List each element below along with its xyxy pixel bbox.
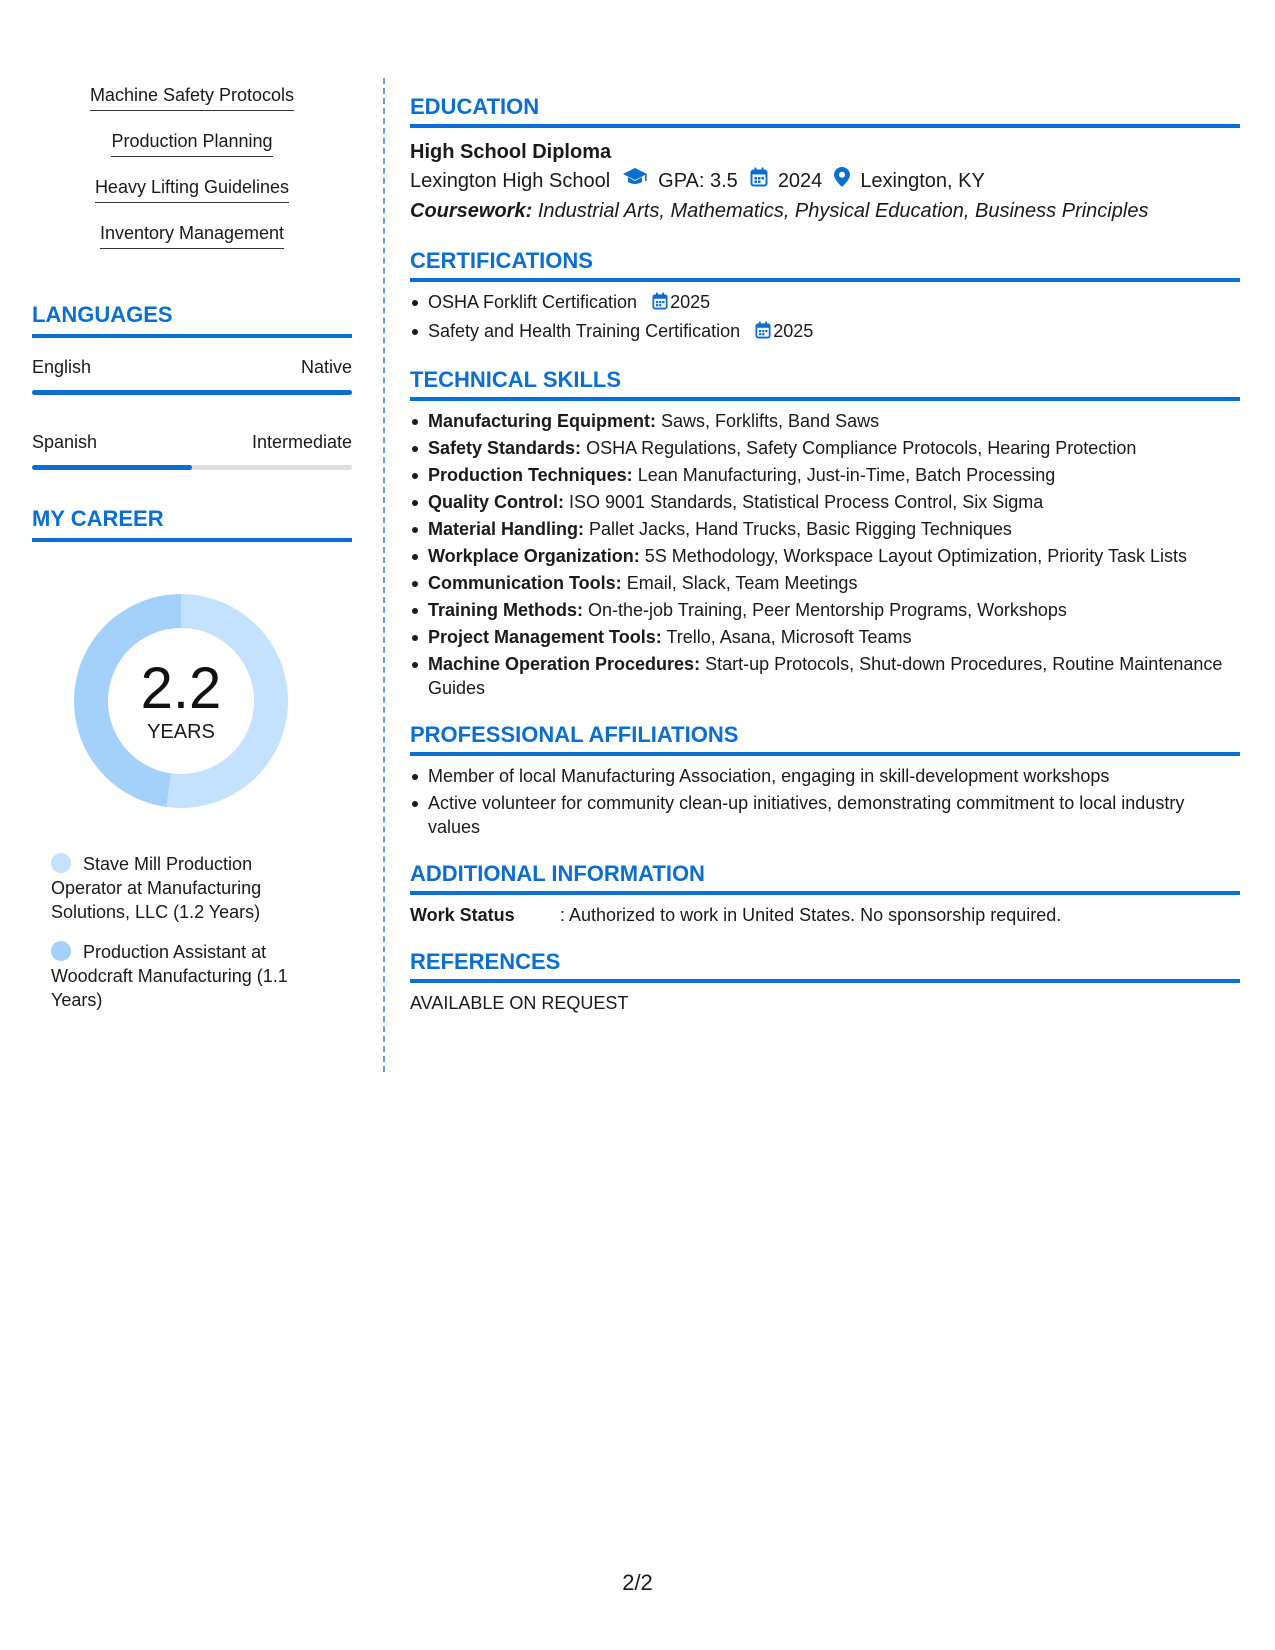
language-list [32,356,352,470]
left-column [32,84,352,1028]
work-status-value: : Authorized to work in United States. No sponsorship required. [560,905,1062,925]
skill-label: Quality Control: [428,492,564,512]
language-item [32,431,352,470]
skill-value: ISO 9001 Standards, Statistical Process Control, Six Sigma [569,492,1044,512]
skill-label: Material Handling: [428,519,585,539]
skill-tag: Inventory Management [100,222,284,249]
certification-item [410,290,1240,316]
column-divider [383,78,385,1072]
skill-tag: Production Planning [111,130,272,157]
legend-dot-icon [51,853,71,873]
technical-skills-section [410,367,1240,700]
skill-label: Workplace Organization: [428,546,640,566]
skill-value: Start-up Protocols, Shut-down Procedures, Routine Maintenance Guides [428,654,1223,698]
skill-value: Lean Manufacturing, Just-in-Time, Batch Processing [637,465,1056,485]
affiliations-heading: PROFESSIONAL AFFILIATIONS [410,722,1240,756]
technical-skill-item [410,409,1240,433]
career-total-value: 2.2 [140,655,222,721]
coursework-label: Coursework: [410,200,533,222]
certification-year: 2025 [670,292,711,312]
education-gpa: GPA: 3.5 [658,170,738,192]
language-level: Native [300,357,352,377]
certification-name: OSHA Forklift Certification [428,292,638,312]
legend-dot-icon [51,941,71,961]
career-legend-item [51,940,302,1012]
graduation-cap-icon [622,166,648,196]
languages-heading: LANGUAGES [32,302,352,338]
certification-name: Safety and Health Training Certification [428,321,741,341]
technical-skill-item [410,598,1240,622]
coursework-value: Industrial Arts, Mathematics, Physical Education, Business Principles [537,200,1149,222]
technical-skill-item [410,571,1240,595]
language-bar [32,390,352,395]
additional-info-section [410,861,1240,927]
technical-skill-item [410,436,1240,460]
calendar-icon [755,321,771,345]
education-section [410,94,1240,226]
skill-label: Production Techniques: [428,465,633,485]
education-degree: High School Diploma [410,141,612,163]
technical-skill-item [410,517,1240,541]
affiliation-item: Active volunteer for community clean-up initiatives, demonstrating commitment to local industry values [410,791,1240,839]
skill-label: Project Management Tools: [428,627,662,647]
career-legend [32,852,302,1012]
technical-skills-list [410,409,1240,700]
language-bar-fill [32,465,192,470]
page-number: 2/2 [622,1570,653,1595]
language-bar-fill [32,390,352,395]
career-heading: MY CAREER [32,506,352,542]
skill-value: Pallet Jacks, Hand Trucks, Basic Rigging Techniques [589,519,1012,539]
skill-label: Safety Standards: [428,438,582,458]
right-column [410,94,1240,1036]
skill-tag: Heavy Lifting Guidelines [95,176,289,203]
technical-skill-item [410,652,1240,700]
skill-value: OSHA Regulations, Safety Compliance Protocols, Hearing Protection [586,438,1137,458]
skill-label: Manufacturing Equipment: [428,411,656,431]
career-job-label: Stave Mill Production Operator at Manufacturing Solutions, LLC (1.2 Years) [51,854,262,922]
certification-year: 2025 [773,321,814,341]
education-coursework [410,196,1240,226]
skill-value: Saws, Forklifts, Band Saws [661,411,880,431]
references-heading: REFERENCES [410,949,1240,983]
references-section [410,949,1240,1014]
education-year: 2024 [777,170,823,192]
education-heading: EDUCATION [410,94,1240,128]
calendar-icon [652,292,668,316]
career-job-label: Production Assistant at Woodcraft Manufacturing (1.1 Years) [51,942,288,1010]
skill-label: Training Methods: [428,600,583,620]
education-location: Lexington, KY [860,170,985,192]
additional-info-heading: ADDITIONAL INFORMATION [410,861,1240,895]
language-name: English [32,357,92,377]
location-pin-icon [834,166,850,196]
technical-skills-heading: TECHNICAL SKILLS [410,367,1240,401]
language-item [32,356,352,395]
skill-label: Machine Operation Procedures: [428,654,701,674]
affiliations-section [410,722,1240,839]
affiliations-list [410,764,1240,839]
technical-skill-item [410,625,1240,649]
skill-tags [32,84,352,268]
language-level: Intermediate [251,432,352,452]
technical-skill-item [410,544,1240,568]
language-name: Spanish [32,432,98,452]
calendar-icon [750,166,768,196]
education-details [410,166,1240,196]
education-school: Lexington High School [410,170,611,192]
languages-section [32,302,352,470]
language-bar [32,465,352,470]
references-text: AVAILABLE ON REQUEST [410,993,629,1013]
certifications-section [410,248,1240,345]
work-status-row [410,903,1240,927]
work-status-label: Work Status [410,905,515,925]
certification-list [410,290,1240,345]
skill-value: On-the-job Training, Peer Mentorship Programs, Workshops [588,600,1067,620]
skill-label: Communication Tools: [428,573,622,593]
career-donut-chart [66,586,296,816]
career-section [32,506,352,1012]
skill-value: 5S Methodology, Workspace Layout Optimization, Priority Task Lists [644,546,1187,566]
technical-skill-item [410,463,1240,487]
certification-item [410,319,1240,345]
skill-tag: Machine Safety Protocols [90,84,294,111]
affiliation-item: Member of local Manufacturing Association, engaging in skill-development workshops [410,764,1240,788]
skill-value: Trello, Asana, Microsoft Teams [666,627,912,647]
career-legend-item [51,852,302,924]
career-total-unit: YEARS [147,720,215,743]
certifications-heading: CERTIFICATIONS [410,248,1240,282]
skill-value: Email, Slack, Team Meetings [626,573,858,593]
technical-skill-item [410,490,1240,514]
